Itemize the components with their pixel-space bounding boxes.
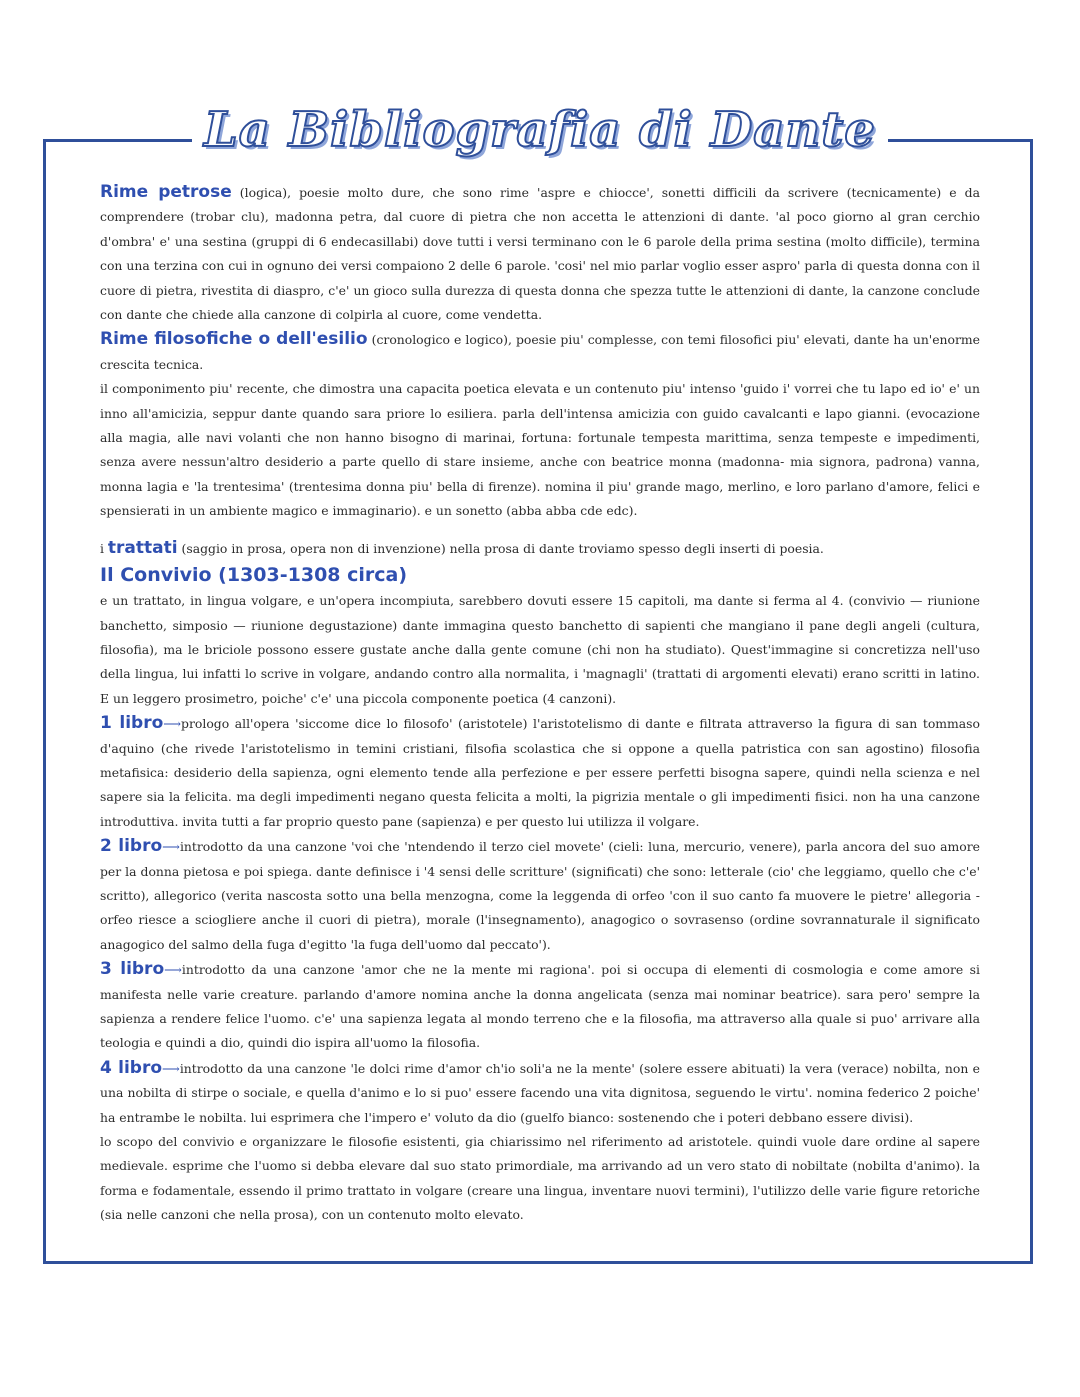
paragraph-book-3	[100, 957, 980, 1056]
paragraph-book-1	[100, 711, 980, 834]
text-rime-filosofiche: (cronologico e logico), poesie piu' complesse, con temi filosofici piu' elevati, dante ha un'enorme crescita tecnica.	[100, 332, 980, 372]
paragraph-trattati	[100, 536, 980, 561]
notes-body	[100, 180, 980, 1228]
book-1-text: prologo all'opera 'siccome dice lo filosofo' (aristotele) l'aristotelismo di dante e filtrata attraverso la figura di san tommaso d'aquino (che rivede l'aristotelismo in temini cristiani, filsofia scolastica che si oppone a quella patristica con san agostino) filosofia metafisica: desiderio della sapienza, ogni elemento tende alla perfezione e per essere perfetti bisogna sapere, quindi nella scienza e nel sapere sia la felicita. ma degli impedimenti negano questa felicita a molti, la pigrizia mentale o gli impedimenti fisici. non ha una canzone introduttiva. invita tutti a far proprio questo pane (sapienza) e per questo lui utilizza il volgare.	[100, 716, 980, 829]
book-4-label: 4 libro	[100, 1057, 163, 1078]
book-4-text: introdotto da una canzone 'le dolci rime d'amor ch'io soli'a ne la mente' (solere essere abituati) la vera (verace) nobilta, non e una nobilta di stirpe o sociale, e quella d'animo e lo si puo' essere facendo una vita dignitosa, seguendo le virtu'. nomina federico 2 poiche' ha entrambe le nobilta. lui esprimera che l'impero e' voluto da dio (guelfo bianco: sostenendo che i poteri debbano essere divisi).	[100, 1060, 981, 1125]
page-title-wrap	[0, 100, 1080, 160]
text-trattati: (saggio in prosa, opera non di invenzione) nella prosa di dante troviamo spesso degli inserti di poesia.	[177, 540, 824, 556]
paragraph-convivio-conclusion: lo scopo del convivio e organizzare le filosofie esistenti, gia chiarissimo nel riferimento ad aristotele. quindi vuole dare ordine al sapere medievale. esprime che l'uomo si debba elevare dal suo stato primordiale, ma arrivando ad un vero stato di nobiltate (nobilta d'animo). la forma e fodamentale, essendo il primo trattato in volgare (creare una lingua, inventare nuovi termini), l'utilizzo delle varie figure retoriche (sia nelle canzoni che nella prosa), con un contenuto molto elevato.	[100, 1134, 980, 1223]
arrow-icon: ⟶	[163, 716, 182, 732]
arrow-icon: ⟶	[162, 839, 180, 855]
paragraph-rime-filosofiche	[100, 327, 980, 377]
paragraph-book-2	[100, 834, 980, 957]
paragraph-rime-filosofiche-2: il componimento piu' recente, che dimostra una capacita poetica elevata e un contenuto piu' intenso 'guido i' vorrei che tu lapo ed io' e' un inno all'amicizia, seppur dante quando sara priore lo esiliera. parla dell'intensa amicizia con guido cavalcanti e lapo gianni. (evocazione alla magia, alle navi volanti che non hanno bisogno di marinai, fortuna: fortunale tempesta marittima, senza tempeste e impedimenti, senza avere nessun'altro desiderio a parte quello di stare insieme, anche con beatrice monna (madonna- mia signora, padrona) vanna, monna lagia e 'la trentesima' (trentesima donna piu' bella di firenze). nomina il piu' grande mago, merlino, e loro parlano d'amore, felici e spensierati in un ambiente magico e immaginario). e un sonetto (abba abba cde edc).	[100, 381, 980, 519]
paragraph-rime-petrose	[100, 180, 980, 327]
text-rime-petrose: (logica), poesie molto dure, che sono rime 'aspre e chiocce', sonetti difficili da scrivere (tecnicamente) e da comprendere (trobar clu), madonna petra, dal cuore di pietra che non accetta le attenzioni di dante. 'al poco giorno al gran cerchio d'ombra' e' una sestina (gruppi di 6 endecasillabi) dove tutti i versi terminano con le 6 parole della prima sestina (molto difficile), termina con una terzina con cui in ognuno dei versi compaiono 2 delle 6 parole. 'cosi' nel mio parlar voglio esser aspro' parla di questa donna con il cuore di pietra, rivestita di diaspro, c'e' un gioco sulla durezza di questa donna che spezza tutte le attenzioni di dante, la canzone conclude con dante che chiede alla canzone di colpirla al cuore, come vendetta.	[100, 185, 981, 323]
heading-rime-petrose: Rime petrose	[100, 182, 232, 202]
book-3-text: introdotto da una canzone 'amor che ne la mente mi ragiona'. poi si occupa di elementi di cosmologia e come amore si manifesta nelle varie creature. parlando d'amore nomina anche la donna angelicata (senza mai nominar beatrice). sara pero' sempre la sapienza a rendere felice l'uomo. c'e' una sapienza legata al mondo terreno che e la filosofia, ma attraverso alla quale si puo' arrivare alla teologia e quindi a dio, quindi dio ispira all'uomo la filosofia.	[100, 962, 980, 1051]
heading-rime-filosofiche: Rime filosofiche o dell'esilio	[100, 329, 368, 350]
trattati-prefix: i	[100, 540, 108, 556]
arrow-icon: ⟶	[162, 1060, 180, 1076]
page-title: La Bibliografia di Dante	[192, 100, 888, 160]
heading-convivio: Il Convivio (1303-1308 circa)	[100, 564, 408, 587]
book-3-label: 3 libro	[100, 959, 165, 980]
arrow-icon: ⟶	[164, 962, 182, 978]
spacer	[100, 524, 980, 536]
book-2-text: introdotto da una canzone 'voi che 'ntendendo il terzo ciel movete' (cieli: luna, mercurio, venere), parla ancora del suo amore per la donna pietosa e poi spiega. dante definisce i '4 sensi delle scritture' (significati) che sono: letterale (cio' che leggiamo, quello che c'e' scritto), allegorico (verita nascosta sotto una bella menzogna, come la leggenda di orfeo 'con il suo canto fa muovere le pietre' allegoria - orfeo riesce a sciogliere anche il cuori di pietra), morale (l'insegnamento), anagogico o sovrasenso (ordine sovrannaturale il significato anagogico del salmo della fuga d'egitto 'la fuga dell'uomo dal peccato').	[100, 839, 980, 952]
heading-trattati: trattati	[107, 537, 178, 558]
paragraph-convivio-intro: e un trattato, in lingua volgare, e un'opera incompiuta, sarebbero dovuti essere 15 capitoli, ma dante si ferma al 4. (convivio — riunione banchetto, simposio — riunione degustazione) dante immagina questo banchetto di sapienti che mangiano il pane degli angeli (cultura, filosofia), ma le briciole possono essere gustate anche dalla gente comune (chi non ha studiato). Quest'immagine si concretizza nell'uso della lingua, lui infatti lo scrive in volgare, andando contro alla normalita, i 'magnagli' (trattati di argomenti elevati) erano scritti in latino. E un leggero prosimetro, poiche' c'e' una piccola componente poetica (4 canzoni).	[100, 593, 980, 706]
paragraph-book-4	[100, 1056, 980, 1130]
book-1-label: 1 libro	[100, 713, 164, 734]
book-2-label: 2 libro	[100, 836, 163, 857]
